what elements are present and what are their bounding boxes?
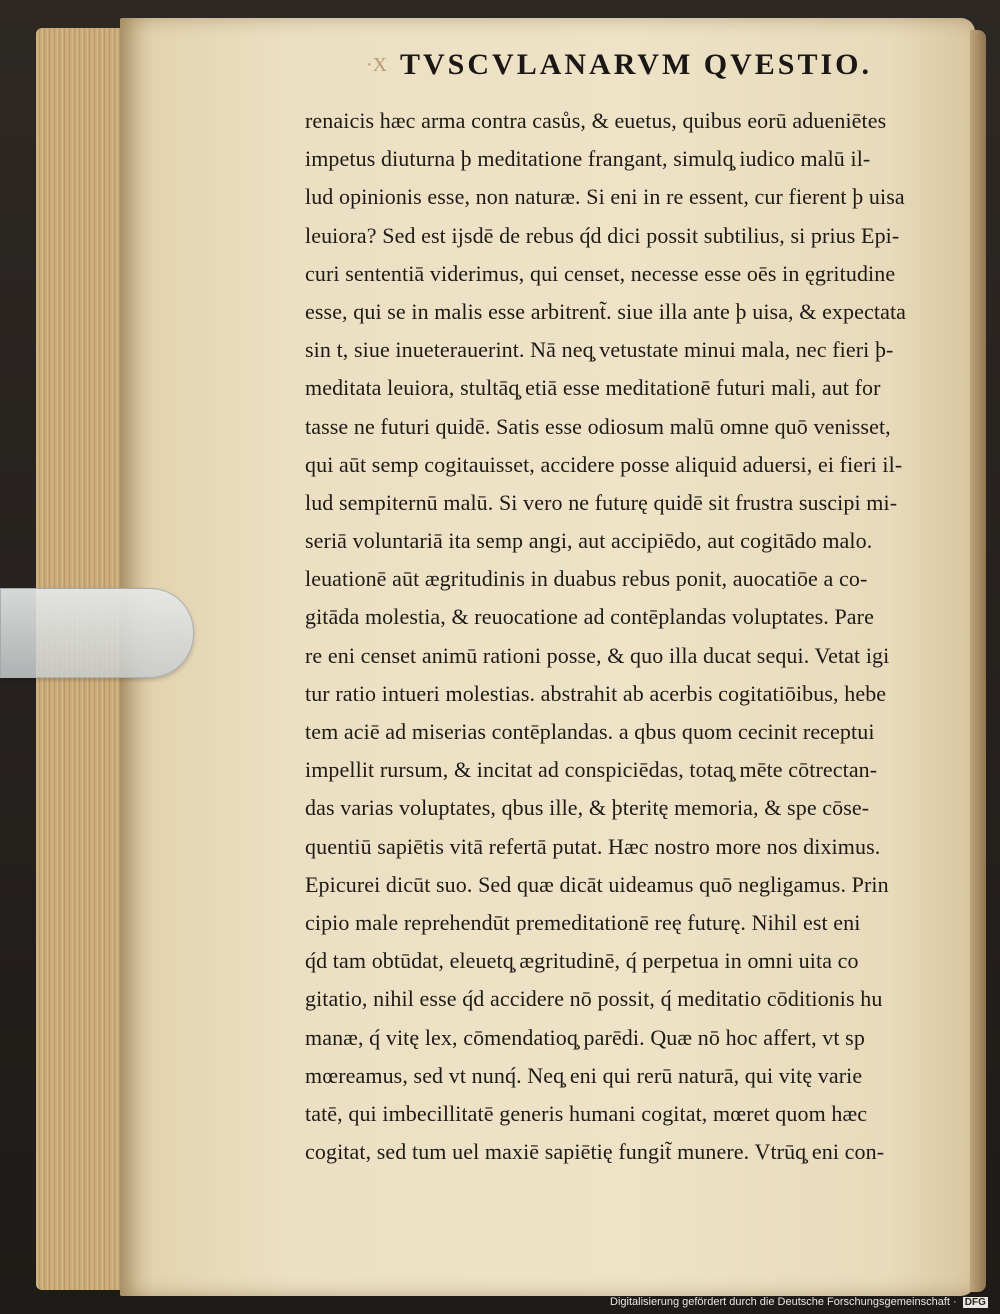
text-line: tem aciē ad miserias contēplandas. a qbus quom cecinit receptui: [305, 719, 875, 744]
text-line: cogitat, sed tum uel maxiē sapiētię fungit̃ munere. Vtrūq̧ eni con-: [305, 1139, 885, 1165]
text-line: impellit rursum, & incitat ad conspiciēdas, totaq̧ mēte cōtrectan-: [305, 757, 878, 783]
text-line: re eni censet animū rationi posse, & quo illa ducat sequi. Vetat igi: [305, 642, 890, 668]
text-line: gitāda molestia, & reuocatione ad contēplandas voluptates. Pare: [305, 604, 874, 630]
text-line: das varias voluptates, qbus ille, & þteritę memoria, & spe cōse-: [305, 795, 870, 821]
running-header: TVSCVLANARVM QVESTIO.: [400, 48, 872, 81]
credit-text: Digitalisierung gefördert durch die Deutsche Forschungsgemeinschaft ·: [610, 1296, 957, 1308]
text-line: esse, qui se in malis esse arbitrent̃. siue illa ante þ uisa, & expectata: [305, 298, 907, 324]
text-line: renaicis hæc arma contra casůs, & euetus, quibus eorū adueniētes: [305, 108, 887, 133]
header-mark: ·X: [366, 54, 388, 76]
text-line: quentiū sapiētis vitā refertā putat. Hæc nostro more nos diximus.: [305, 833, 881, 859]
text-line: manæ, q́ vitę lex, cōmendatioq̧ parēdi. Quæ nō hoc affert, vt sp: [305, 1024, 865, 1050]
page-edge-right: [970, 30, 986, 1292]
text-line: Epicurei dicūt suo. Sed quæ dicāt uideamus quō negligamus. Prin: [305, 871, 889, 897]
text-line: seriā voluntariā ita semp angi, aut accipiēdo, aut cogitādo malo.: [305, 528, 873, 554]
bookmark-clip: [0, 588, 194, 678]
digitization-credit: [610, 1296, 995, 1312]
text-line: sin t, siue inueterauerint. Nā neq̧ vetustate minui mala, nec fieri þ-: [305, 337, 894, 363]
text-line: impetus diuturna þ meditatione frangant, simulq̧ iudico malū il-: [305, 146, 871, 172]
text-line: lud opinionis esse, non naturæ. Si eni in re essent, cur fierent þ uisa: [305, 184, 905, 210]
dfg-logo: DFG: [964, 1297, 986, 1308]
text-line: qui aūt semp cogitauisset, accidere posse aliquid aduersi, ei fieri il-: [305, 451, 903, 477]
text-line: leuationē aūt ægritudinis in duabus rebus ponit, auocatiōe a co-: [305, 566, 868, 592]
text-line: lud sempiternū malū. Si vero ne futurę quidē sit frustra suscipi mi-: [305, 489, 898, 515]
text-line: tur ratio intueri molestias. abstrahit ab acerbis cogitatiōibus, hebe: [305, 680, 887, 706]
text-line: q́d tam obtūdat, eleuetq̧ ægritudinē, q́ perpetua in omni uita co: [305, 948, 859, 974]
text-line: cipio male reprehendūt premeditationē reę futurę. Nihil est eni: [305, 909, 861, 935]
text-line: tasse ne futuri quidē. Satis esse odiosum malū omne quō venisset,: [305, 413, 891, 439]
text-block: [305, 102, 955, 1171]
text-line: meditata leuiora, stultāq̧ etiā esse meditationē futuri mali, aut for: [305, 375, 881, 401]
text-line: curi sententiā viderimus, qui censet, necesse esse oēs in ęgritudine: [305, 260, 896, 286]
text-line: gitatio, nihil esse q́d accidere nō possit, q́ meditatio cōditionis hu: [305, 986, 883, 1012]
text-line: leuiora? Sed est ijsdē de rebus q́d dici possit subtilius, si prius Epi-: [305, 222, 900, 248]
text-line: tatē, qui imbecillitatē generis humani cogitat, mœret quom hæc: [305, 1100, 868, 1126]
text-line: mœreamus, sed vt nunq́. Neq̧ eni qui rerū naturā, qui vitę varie: [305, 1062, 863, 1088]
